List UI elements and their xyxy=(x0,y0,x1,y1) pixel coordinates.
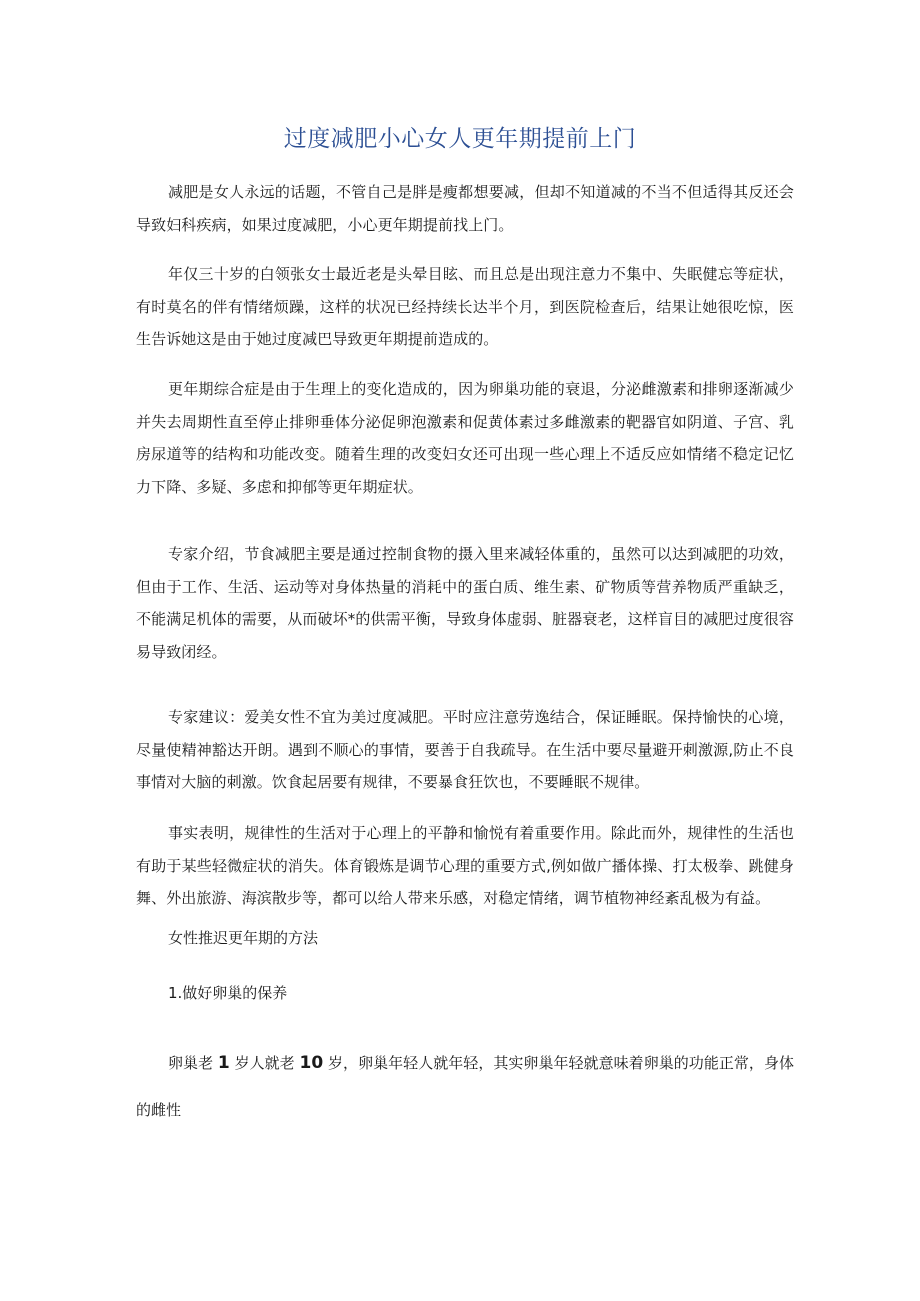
ovary-text-part3: 岁，卵巢年轻人就年轻，其实卵巢年轻就意味着卵巢的功能正常，身体的雌性 xyxy=(136,1054,794,1119)
ovary-text-part1: 卵巢老 xyxy=(168,1054,214,1072)
paragraph-expert-advice: 专家建议：爱美女性不宜为美过度减肥。平时应注意劳逸结合，保证睡眠。保持愉快的心境，尽量使精神豁达开朗。遇到不顺心的事情，要善于自我疏导。在生活中要尽量避开刺激源,防止不良事情对大脑的刺激。饮食起居要有规律，不要暴食狂饮也，不要睡眠不规律。 xyxy=(136,708,794,791)
paragraph-ovary xyxy=(136,1040,794,1134)
paragraph-regular-life: 事实表明，规律性的生活对于心理上的平静和愉悦有着重要作用。除此而外，规律性的生活也有助于某些轻微症状的消失。体育锻炼是调节心理的重要方式,例如做广播体操、打太极拳、跳健身舞、外出旅游、海滨散步等，都可以给人带来乐感，对稳定情绪，调节植物神经紊乱极为有益。 xyxy=(136,824,794,907)
sub-heading: 1.做好卵巢的保养 xyxy=(168,984,288,1002)
paragraph-case: 年仅三十岁的白领张女士最近老是头晕目眩、而且总是出现注意力不集中、失眠健忘等症状，有时莫名的伴有情绪烦躁，这样的状况已经持续长达半个月，到医院检查后，结果让她很吃惊，医生告诉她这是由于她过度减巴导致更年期提前造成的。 xyxy=(136,265,794,348)
document-title: 过度减肥小心女人更年期提前上门 xyxy=(283,126,637,152)
ovary-text-part2: 岁人就老 xyxy=(234,1054,295,1072)
paragraph-syndrome: 更年期综合症是由于生理上的变化造成的，因为卵巢功能的衰退，分泌雌激素和排卵逐渐减少并失去周期性直至停止排卵垂体分泌促卵泡激素和促黄体素过多雌激素的靶器官如阴道、子宫、乳房尿道等的结构和功能改变。随着生理的改变妇女还可出现一些心理上不适反应如情绪不稳定记忆力下降、多疑、多虑和抑郁等更年期症状。 xyxy=(136,380,794,496)
ovary-number-10: 10 xyxy=(299,1053,324,1073)
paragraph-intro: 减肥是女人永远的话题，不管自己是胖是瘦都想要减，但却不知道减的不当不但适得其反还会导致妇科疾病，如果过度减肥，小心更年期提前找上门。 xyxy=(136,183,794,234)
paragraph-expert-intro: 专家介绍，节食减肥主要是通过控制食物的摄入里来减轻体重的，虽然可以达到减肥的功效，但由于工作、生活、运动等对身体热量的消耗中的蛋白质、维生素、矿物质等营养物质严重缺乏，不能满足机体的需要，从而破坏*的供需平衡，导致身体虚弱、脏器衰老，这样盲目的减肥过度很容易导致闭经。 xyxy=(136,545,794,661)
section-heading: 女性推迟更年期的方法 xyxy=(168,929,319,947)
ovary-number-1: 1 xyxy=(217,1053,230,1073)
